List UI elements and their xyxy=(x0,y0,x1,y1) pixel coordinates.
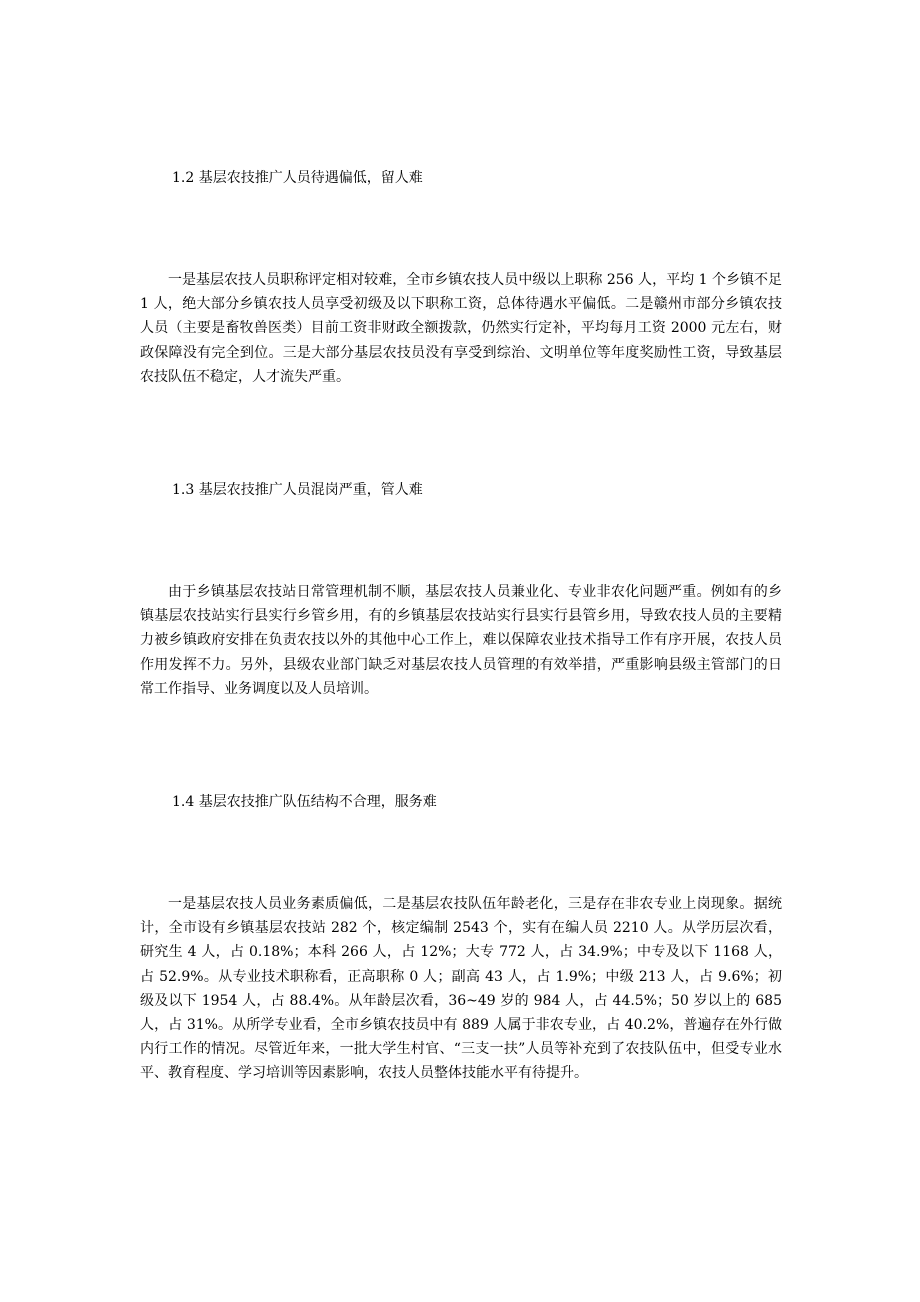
section-paragraph-1-4: 一是基层农技人员业务素质偏低，二是基层农技队伍年龄老化，三是存在非农专业上岗现象。据统计，全市设有乡镇基层农技站 282 个，核定编制 2543 个，实有在编人员 2210 人。从学历层次看，研究生 4 人，占 0.18%；本科 266 人，占 12%；大专 772 人，占 34.9%；中专及以下 1168 人，占 52.9%。从专业技术职称看，正高职称 0 人；副高 43 人，占 1.9%；中级 213 人，占 9.6%；初级及以下 1954 人，占 88.4%。从年龄层次看，36~49 岁的 984 人，占 44.5%；50 岁以上的 685 人，占 31%。从所学专业看，全市乡镇农技员中有 889 人属于非农专业，占 40.2%，普遍存在外行做内行工作的情况。尽管近年来，一批大学生村官、“三支一扶”人员等补充到了农技队伍中，但受专业水平、教育程度、学习培训等因素影响，农技人员整体技能水平有待提升。 xyxy=(140,896,782,1082)
section-paragraph-1-3: 由于乡镇基层农技站日常管理机制不顺，基层农技人员兼业化、专业非农化问题严重。例如有的乡镇基层农技站实行县实行乡管乡用，有的乡镇基层农技站实行县实行县管乡用，导致农技人员的主要精力被乡镇政府安排在负责农技以外的其他中心工作上，难以保障农业技术指导工作有序开展，农技人员作用发挥不力。另外，县级农业部门缺乏对基层农技人员管理的有效举措，严重影响县级主管部门的日常工作指导、业务调度以及人员培训。 xyxy=(140,584,782,697)
section-heading-1-3: 1.3 基层农技推广人员混岗严重，管人难 xyxy=(172,482,423,498)
section-paragraph-1-2: 一是基层农技人员职称评定相对较难，全市乡镇农技人员中级以上职称 256 人，平均 1 个乡镇不足 1 人，绝大部分乡镇农技人员享受初级及以下职称工资，总体待遇水平偏低。二是赣州市部分乡镇农技人员（主要是畜牧兽医类）目前工资非财政全额拨款，仍然实行定补，平均每月工资 2000 元左右，财政保障没有完全到位。三是大部分基层农技员没有享受到综治、文明单位等年度奖励性工资，导致基层农技队伍不稳定，人才流失严重。 xyxy=(140,272,782,385)
section-heading-1-4: 1.4 基层农技推广队伍结构不合理，服务难 xyxy=(172,794,437,810)
section-heading-1-2: 1.2 基层农技推广人员待遇偏低，留人难 xyxy=(172,170,423,186)
